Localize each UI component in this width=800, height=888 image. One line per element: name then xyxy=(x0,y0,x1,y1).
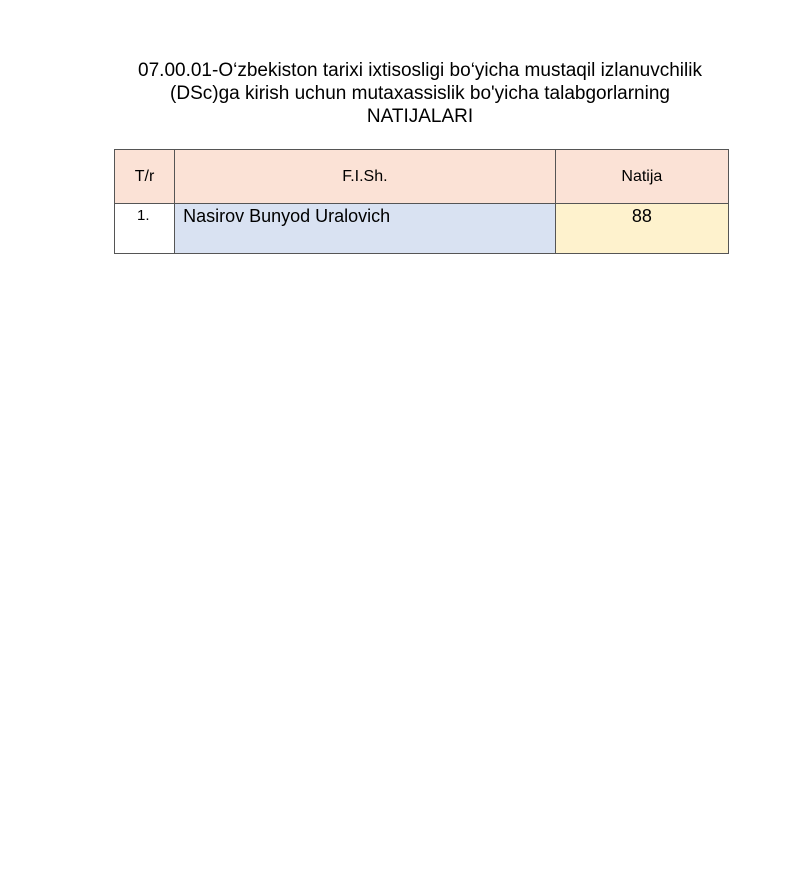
title-line-2: (DSc)ga kirish uchun mutaxassislik bo'yicha talabgorlarning xyxy=(170,83,670,104)
title-line-1: 07.00.01-O‘zbekiston tarixi ixtisosligi bo‘yicha mustaqil izlanuvchilik xyxy=(138,60,702,81)
row-result: 88 xyxy=(555,204,728,254)
table-header-row xyxy=(115,150,729,204)
header-number: T/r xyxy=(115,150,175,204)
row-number: 1. xyxy=(115,204,175,254)
results-table xyxy=(114,149,729,254)
row-full-name: Nasirov Bunyod Uralovich xyxy=(175,204,556,254)
title-line-3: NATIJALARI xyxy=(366,106,474,127)
header-result: Natija xyxy=(555,150,728,204)
header-full-name: F.I.Sh. xyxy=(175,150,556,204)
table-row xyxy=(115,204,729,254)
document-title xyxy=(60,59,780,128)
